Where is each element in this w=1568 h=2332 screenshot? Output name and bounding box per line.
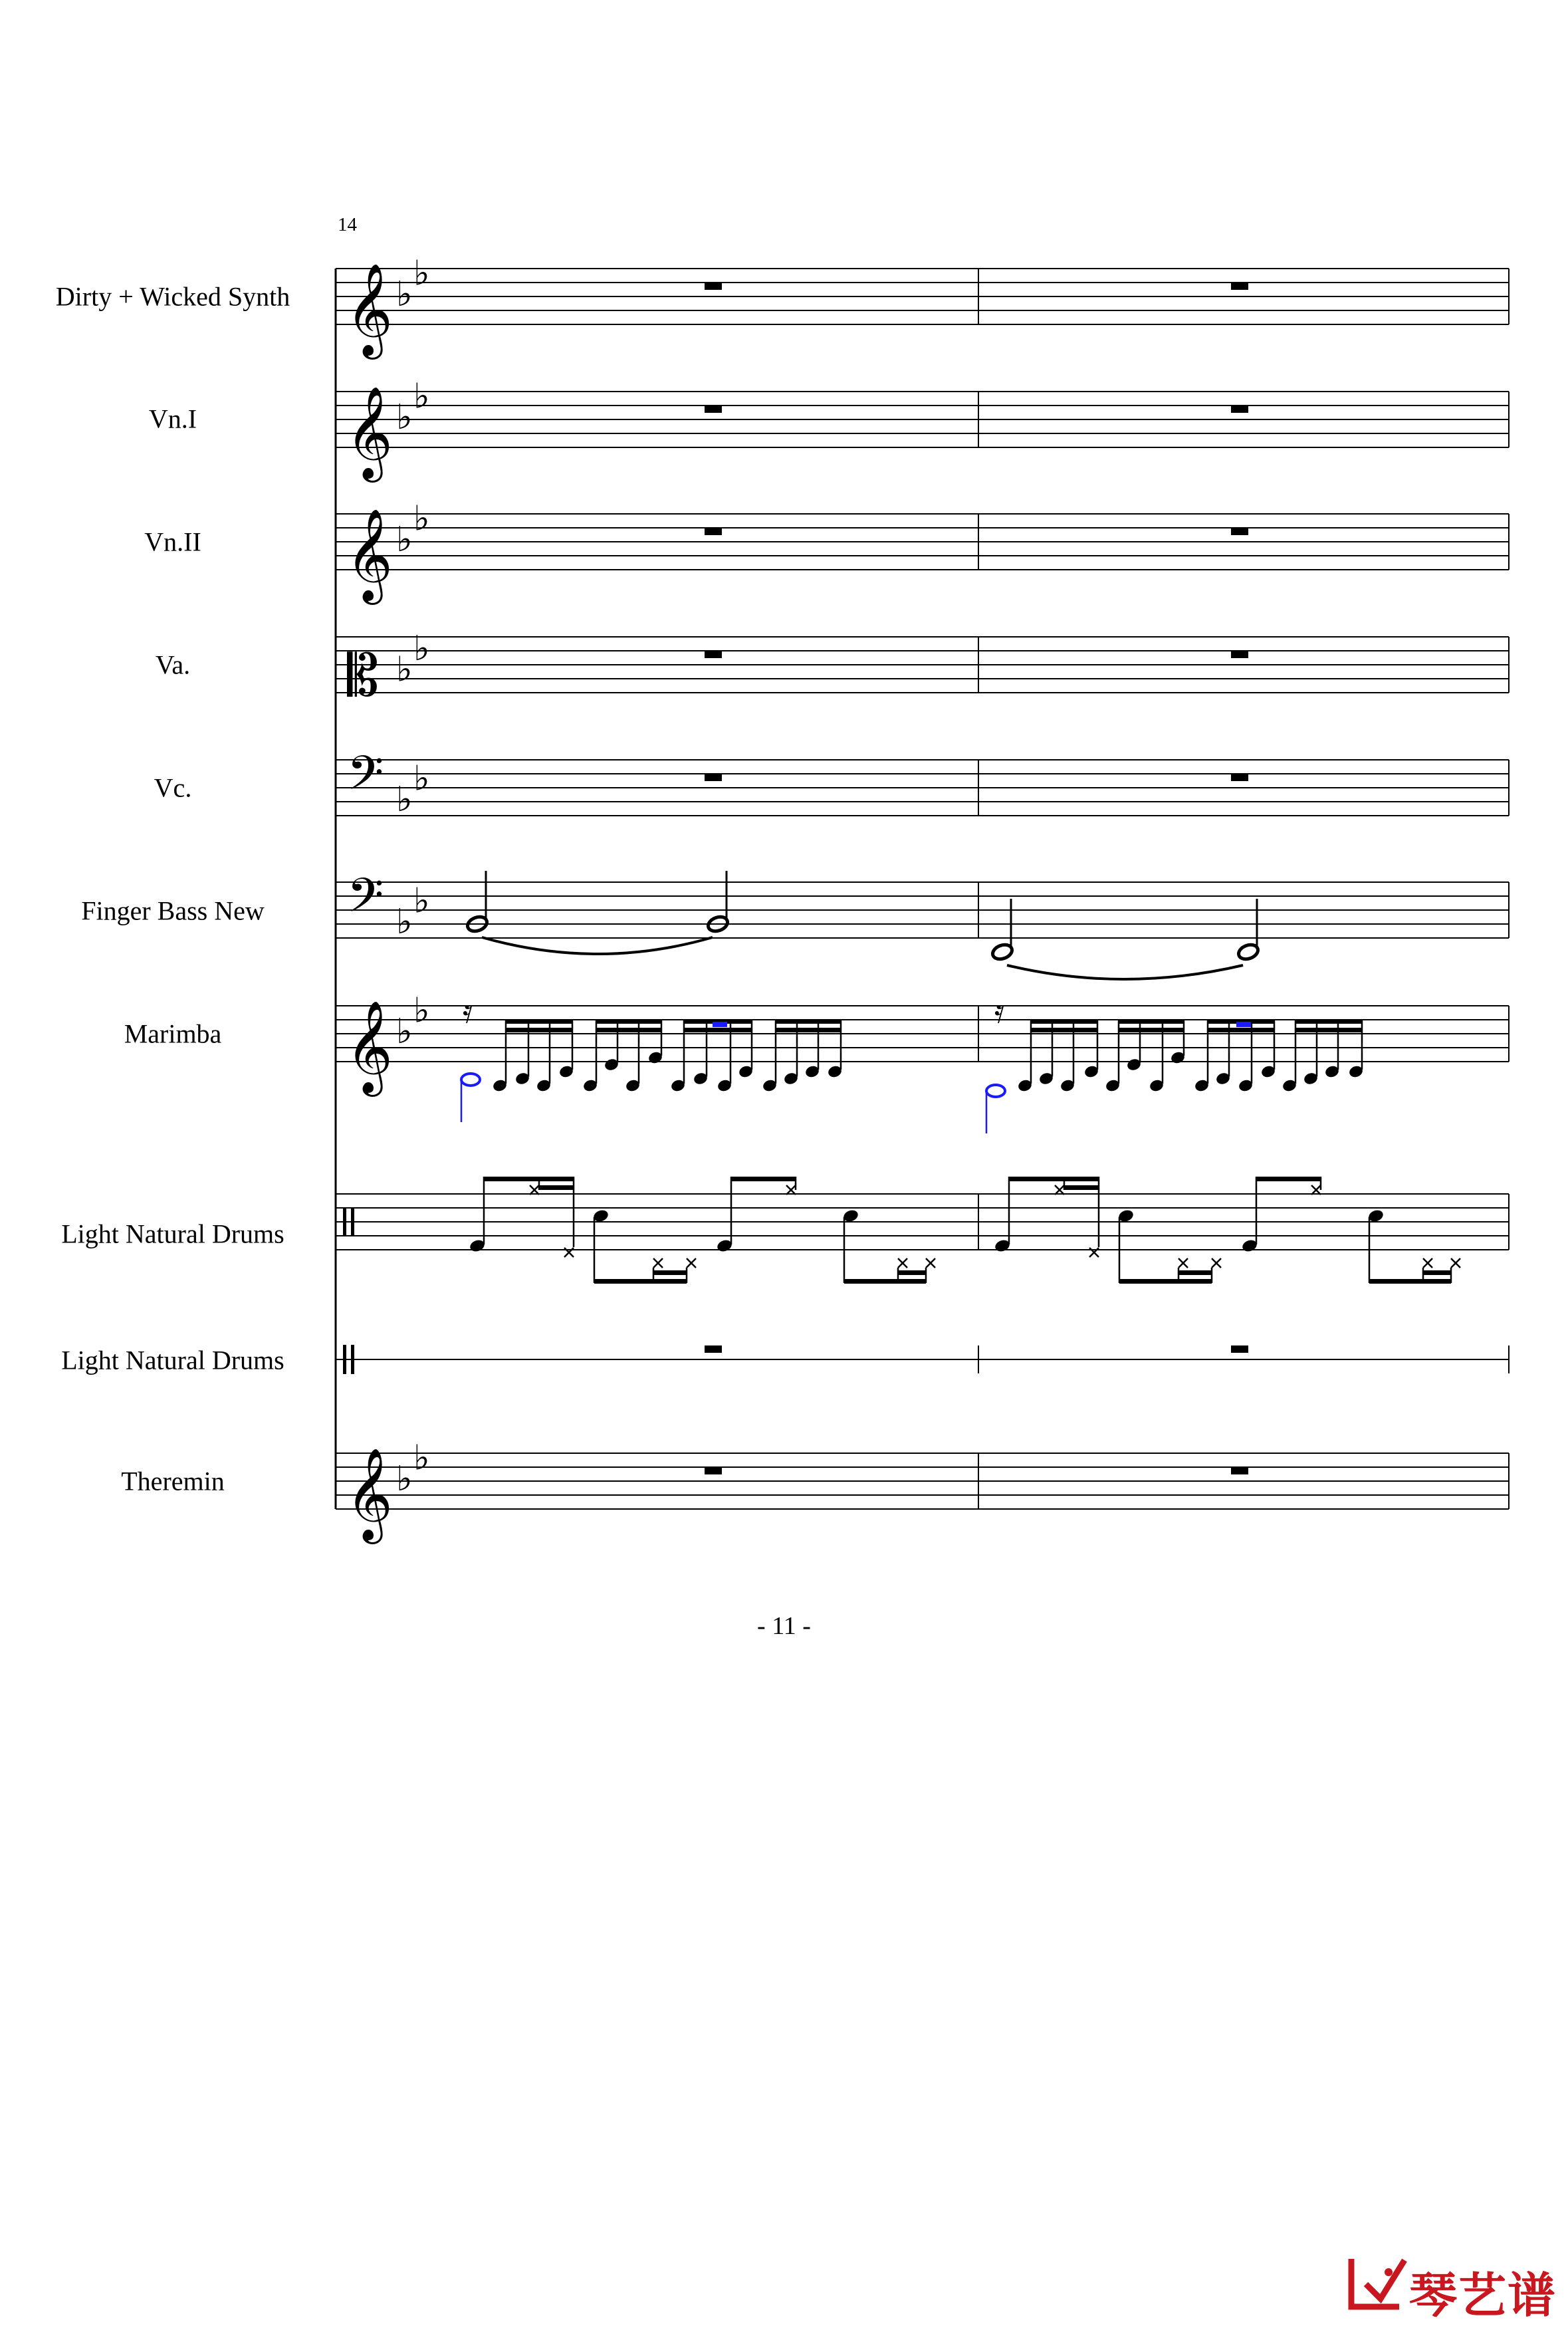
- sixteenth-rest-icon: 𝄿: [994, 992, 1005, 1030]
- flat-icon: ♭: [396, 780, 413, 820]
- instrument-label: Vn.I: [148, 404, 197, 434]
- instrument-label: Va.: [155, 649, 191, 680]
- flat-icon: ♭: [413, 881, 430, 921]
- flat-icon: ♭: [413, 629, 430, 669]
- treble-clef-icon: 𝄞: [346, 263, 393, 356]
- flat-icon: ♭: [413, 758, 430, 799]
- flat-icon: ♭: [413, 253, 430, 294]
- instrument-label: Theremin: [121, 1466, 225, 1496]
- instrument-label: Light Natural Drums: [61, 1219, 284, 1249]
- flat-icon: ♭: [396, 275, 413, 314]
- flat-icon: ♭: [396, 1012, 413, 1052]
- instrument-label: Vc.: [154, 772, 192, 803]
- flat-icon: ♭: [413, 376, 430, 417]
- watermark-text: 琴艺谱: [1409, 2268, 1557, 2323]
- flat-icon: ♭: [396, 1459, 413, 1499]
- alto-clef-icon: 𝄡: [347, 643, 379, 709]
- treble-clef-icon: 𝄞: [346, 1000, 393, 1093]
- bass-clef-icon: 𝄢: [347, 746, 384, 812]
- bass-clef-icon: 𝄢: [347, 868, 384, 935]
- page-number: - 11 -: [757, 1612, 811, 1640]
- flat-icon: ♭: [413, 991, 430, 1031]
- instrument-label: Finger Bass New: [81, 895, 265, 926]
- treble-clef-icon: 𝄞: [346, 386, 393, 479]
- flat-icon: ♭: [413, 499, 430, 539]
- treble-clef-icon: 𝄞: [346, 1448, 393, 1540]
- flat-icon: ♭: [396, 902, 413, 942]
- instrument-label: Light Natural Drums: [61, 1345, 284, 1375]
- instrument-label: Marimba: [124, 1018, 222, 1049]
- instrument-label: Dirty + Wicked Synth: [55, 281, 290, 312]
- flat-icon: ♭: [396, 649, 413, 690]
- measure-number: 14: [338, 214, 357, 235]
- flat-icon: ♭: [396, 398, 413, 437]
- treble-clef-icon: 𝄞: [346, 509, 393, 601]
- sixteenth-rest-icon: 𝄿: [463, 992, 473, 1030]
- flat-icon: ♭: [396, 520, 413, 560]
- flat-icon: ♭: [413, 1438, 430, 1478]
- instrument-label: Vn.II: [144, 526, 201, 557]
